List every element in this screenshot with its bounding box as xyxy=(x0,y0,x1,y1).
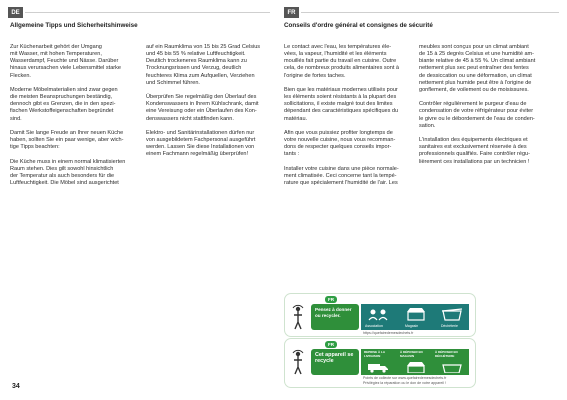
triman-url: https://quefairedemesdechets.fr xyxy=(363,331,414,335)
paragraph: Afin que vous puissiez profiter longtemps de votre nouvelle cuisine, nous vous recomman- dons de respecter quelques conseils impor- tants : xyxy=(284,129,396,158)
triman-fr-badge: FR xyxy=(325,341,337,348)
paragraph: Die Küche muss in einem normal klimatisierten Raum stehen. Dies gilt sowohl hinsichtlich der Temperatur als auch besonders für die Luftfeuchtigkeit. Die Möbel sind ausgerichtet xyxy=(10,158,126,187)
label-magasin: À DÉPOSER EN MAGASIN xyxy=(400,350,423,358)
paragraph: Damit Sie lange Freude an Ihrer neuen Küche haben, sollten Sie ein paar wenige, aber wich- tige Tipps beachten: xyxy=(10,129,124,151)
paragraph: Installer votre cuisine dans une pièce normale- ment climatisée. Ceci concerne tant la tempé- rature que spécialement l'humidité de l'air. Les xyxy=(284,165,399,187)
triman-icon xyxy=(291,304,306,330)
paragraph: Moderne Möbelmaterialien sind zwar gegen die meisten Beanspruchungen beständig, dennoch gibt es Grenzen, die in den spezi- fischen Werkstoffeigenschaften begründet sind. xyxy=(10,86,118,122)
repair-donate-caption: Privilégiez la réparation ou le don de votre appareil ! xyxy=(363,381,446,385)
donate-title: Pensez à donner ou recycler. xyxy=(315,307,352,318)
header-rule-left xyxy=(25,12,270,13)
donate-options xyxy=(361,304,469,330)
label-decheterie: Déchèterie xyxy=(441,324,458,328)
association-icon xyxy=(367,307,389,321)
paragraph: L'installation des équipements électriques et sanitaires est exclusivement réservée à des professionnels qualifiés. Faire contrôler régu- lièrement ces installations par un technicien ! xyxy=(419,137,530,165)
column-fr-2 xyxy=(419,44,557,173)
paragraph: Le contact avec l'eau, les températures éle- vées, la vapeur, l'humidité et les éléments mouillés fait partie du travail en cuisine. Outre cela, de nombreux produits alimentaires sont à l'origine de fortes taches. xyxy=(284,44,400,79)
shop-icon xyxy=(405,362,427,373)
lang-badge-fr: FR xyxy=(284,7,299,18)
triman-info-card-recycle xyxy=(284,338,476,388)
paragraph: Überprüfen Sie regelmäßig den Überlauf des Kondenswassers in Ihrem Kühlschrank, damit eine Vereisung oder ein Überlaufen des Kon- denswassers nicht stattfinden kann. xyxy=(146,94,259,122)
recycle-title: Cet appareil se recycle xyxy=(315,352,354,364)
recycle-options xyxy=(361,349,469,375)
dumpster-icon xyxy=(441,362,463,373)
paragraph: meubles sont conçus pour un climat ambiant de 15 à 25 degrés Celsius et une humidité am- biante relative de 45 à 55 %. Un climat ambiant nettement plus sec peut entraîner des fentes de dessiccation ou une déformation, un climat nettement plus humide peut être à l'origine de gonflement, de voilement ou de moisissures. xyxy=(419,44,536,93)
triman-icon xyxy=(291,349,306,375)
collection-points-caption: Points de collecte sur www.quefairedemesdechets.fr xyxy=(363,376,447,380)
label-decheterie: À DÉPOSER EN DÉCHÈTERIE xyxy=(435,350,458,358)
triman-fr-badge: FR xyxy=(325,296,337,303)
lang-badge-de: DE xyxy=(8,7,23,18)
dumpster-icon xyxy=(441,307,463,321)
truck-icon xyxy=(367,362,389,373)
heading-fr: Conseils d'ordre général et consignes de sécurité xyxy=(284,22,433,29)
label-reprise: REPRISE À LA LIVRAISON xyxy=(364,350,385,358)
paragraph: Contrôler régulièrement le purgeur d'eau de condensation de votre réfrigérateur pour éviter le givre ou le débordement de l'eau de conden- sation. xyxy=(419,101,535,129)
recycle-banner xyxy=(311,349,359,375)
column-de-1 xyxy=(10,44,138,194)
paragraph: Elektro- und Sanitärinstallationen dürfen nur von ausgebildetem Fachpersonal ausgeführt werden. Lassen Sie diese Installationen von einem Fachmann regelmäßig überprüfen! xyxy=(146,129,256,158)
paragraph: Zur Küchenarbeit gehört der Umgang mit Wasser, mit hohen Temperaturen, Wasserdampf, Feuchte und Nässe. Darüber hinaus verursachen viele Lebensmittel starke Flecken. xyxy=(10,44,121,79)
column-fr-1 xyxy=(284,44,413,194)
paragraph: auf ein Raumklima von 15 bis 25 Grad Celsius und 45 bis 55 % relative Luftfeuchtigkeit. Deutlich trockeneres Raumklima kann zu Trocknungsrissen und Verzug, deutlich feuchteres Klima zum Aufquellen, Verziehen und Schimmel führen. xyxy=(146,44,261,86)
heading-de: Allgemeine Tipps und Sicherheitshinweise xyxy=(10,22,138,29)
shop-icon xyxy=(405,307,427,321)
column-de-2 xyxy=(146,44,274,166)
label-association: Association xyxy=(365,324,383,328)
paragraph: Bien que les matériaux modernes utilisés pour les éléments soient résistants à la plupart des sollicitations, il existe malgré tout des limites dépendant des caractéristiques spécifiques du matériau. xyxy=(284,86,399,122)
page-number: 34 xyxy=(12,383,20,390)
triman-info-card-donate xyxy=(284,293,476,337)
header-rule-right xyxy=(301,12,559,13)
donate-recycle-banner xyxy=(311,304,359,330)
label-magasin: Magasin xyxy=(405,324,419,328)
